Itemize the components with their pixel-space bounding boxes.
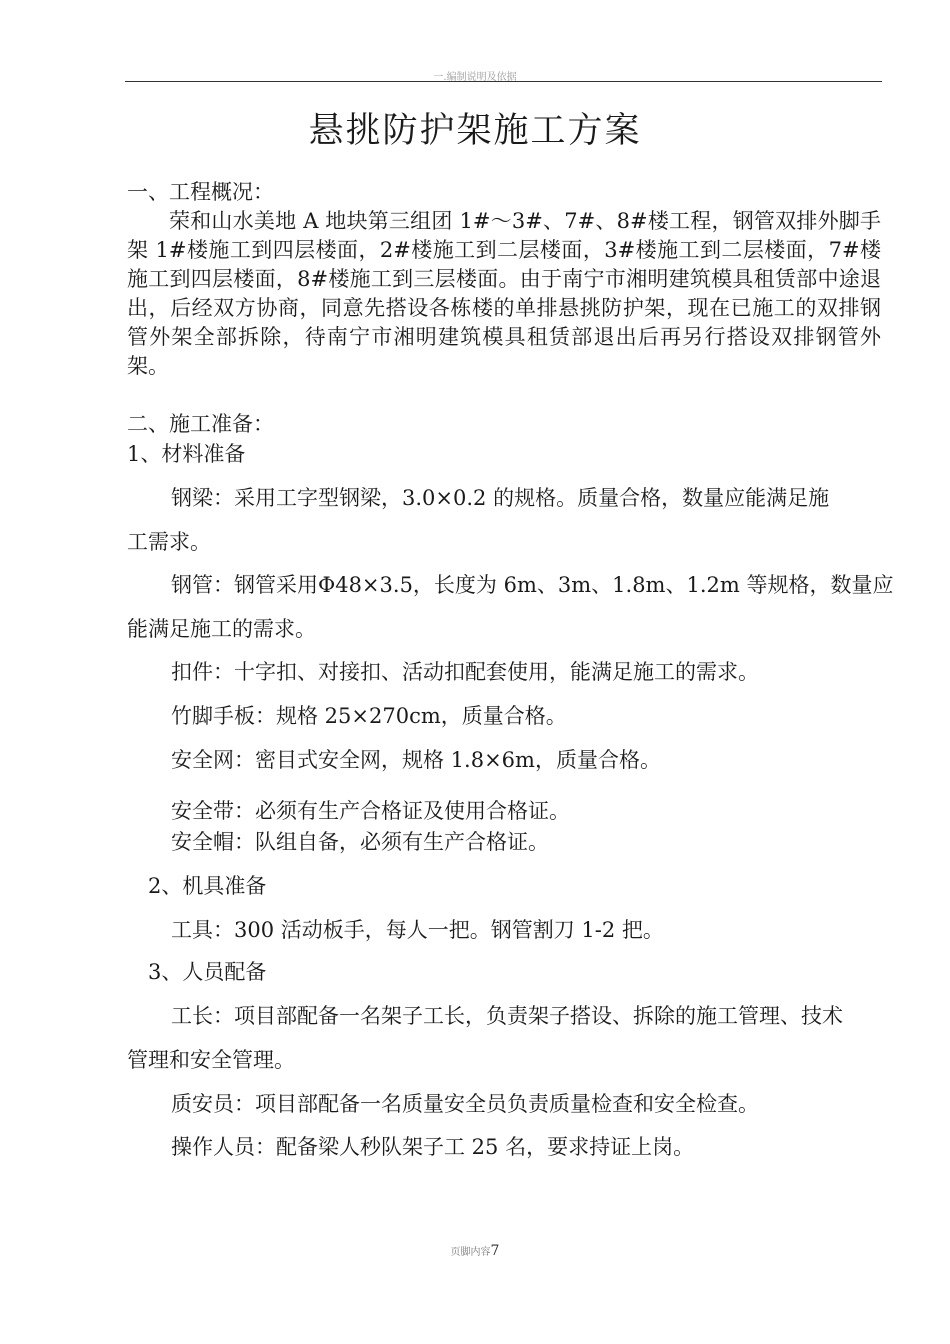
material-bamboo-board: 竹脚手板：规格 25×270cm，质量合格。 [171, 704, 567, 728]
staff-foreman-line2: 管理和安全管理。 [127, 1048, 295, 1072]
material-safety-net: 安全网：密目式安全网，规格 1.8×6m，质量合格。 [171, 748, 661, 772]
staff-foreman-line1: 工长：项目部配备一名架子工长，负责架子搭设、拆除的施工管理、技术 [171, 1004, 843, 1028]
material-steel-beam-line1: 钢梁：采用工字型钢梁，3.0×0.2 的规格。质量合格，数量应能满足施 [171, 486, 830, 510]
footer-label: 页脚内容 [450, 1247, 491, 1258]
overview-paragraph: 荣和山水美地 A 地块第三组团 1#～3#、7#、8#楼工程，钢管双排外脚手架 1#楼施工到四层楼面，2#楼施工到二层楼面，3#楼施工到二层楼面，7#楼施工到四层楼面，8#楼施工到三层楼面。由于南宁市湘明建筑模具租赁部中途退出，后经双方协商，同意先搭设各栋楼的单排悬挑防护架，现在已施工的双排钢管外架全部拆除，待南宁市湘明建筑模具租赁部退出后再另行搭设双排钢管外架。 [127, 209, 881, 378]
page-footer [0, 1243, 950, 1259]
page-number: 7 [490, 1243, 500, 1259]
document-title: 悬挑防护架施工方案 [308, 111, 642, 151]
staff-operators: 操作人员：配备梁人秒队架子工 25 名，要求持证上岗。 [171, 1135, 695, 1159]
header-section-label: 一.编制说明及依据 [433, 72, 517, 83]
material-steel-pipe-line2: 能满足施工的需求。 [127, 617, 316, 641]
subheading-tools: 2、机具准备 [148, 874, 267, 898]
material-fasteners: 扣件：十字扣、对接扣、活动扣配套使用，能满足施工的需求。 [171, 660, 759, 684]
section-heading-overview: 一、工程概况： [127, 180, 274, 204]
header-divider [125, 81, 882, 82]
material-safety-helmet: 安全帽：队组自备，必须有生产合格证。 [171, 830, 549, 854]
material-steel-pipe-line1: 钢管：钢管采用Φ48×3.5，长度为 6m、3m、1.8m、1.2m 等规格，数量应 [171, 573, 894, 597]
material-safety-belt: 安全带：必须有生产合格证及使用合格证。 [171, 799, 570, 823]
section-heading-preparation: 二、施工准备： [127, 412, 274, 436]
subheading-materials: 1、材料准备 [127, 442, 246, 466]
staff-inspector: 质安员：项目部配备一名质量安全员负责质量检查和安全检查。 [171, 1092, 759, 1116]
material-steel-beam-line2: 工需求。 [127, 530, 211, 554]
subheading-staff: 3、人员配备 [148, 960, 267, 984]
tools-item: 工具：300 活动板手，每人一把。钢管割刀 1-2 把。 [171, 918, 664, 942]
